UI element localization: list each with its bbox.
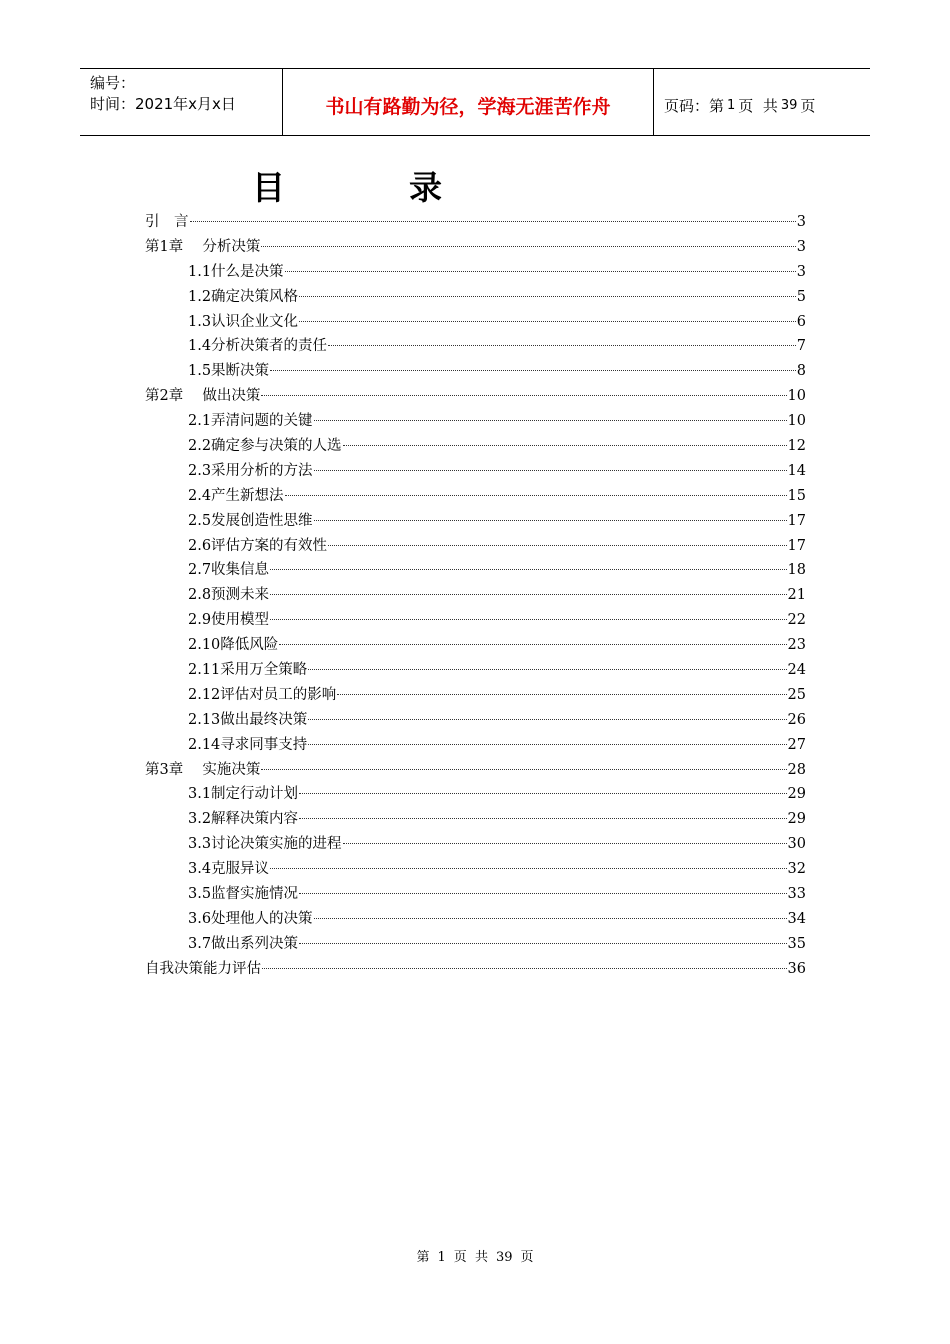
toc-entry-label: 1.3认识企业文化 xyxy=(188,313,299,330)
toc-entry-page: 25 xyxy=(787,686,806,703)
header-page-info xyxy=(654,69,870,135)
toc-leader-dots xyxy=(328,345,796,346)
toc-entry-page: 18 xyxy=(787,562,806,579)
toc-leader-dots xyxy=(308,669,786,670)
toc-entry-page: 34 xyxy=(787,910,806,927)
toc-entry-label: 1.5果断决策 xyxy=(188,363,270,380)
toc-entry-page: 10 xyxy=(787,413,806,430)
header-motto-cell xyxy=(282,69,654,135)
page-prefix: 页码：第 xyxy=(664,96,725,115)
toc-entry[interactable] xyxy=(145,509,806,534)
toc-entry-label: 第1章 分析决策 xyxy=(145,238,261,255)
toc-entry-label: 3.7做出系列决策 xyxy=(188,935,299,952)
footer-current: 1 xyxy=(437,1250,446,1265)
toc-entry[interactable] xyxy=(145,633,806,658)
toc-entry-label: 3.4克服异议 xyxy=(188,861,270,878)
toc-leader-dots xyxy=(343,445,787,446)
toc-entry-label: 2.9使用模型 xyxy=(188,612,270,629)
toc-title-right: 录 xyxy=(409,167,442,207)
toc-entry-page: 17 xyxy=(787,512,806,529)
toc-entry-page: 5 xyxy=(796,288,806,305)
toc-entry[interactable] xyxy=(145,558,806,583)
toc-entry-label: 2.7收集信息 xyxy=(188,562,270,579)
toc-entry[interactable] xyxy=(145,210,806,235)
toc-entry[interactable] xyxy=(145,459,806,484)
toc-entry-label: 2.1弄清问题的关键 xyxy=(188,413,313,430)
toc-entry[interactable] xyxy=(145,782,806,807)
toc-entry[interactable] xyxy=(145,285,806,310)
toc-leader-dots xyxy=(308,719,786,720)
toc-leader-dots xyxy=(261,769,786,770)
footer-prefix: 第 xyxy=(416,1250,430,1265)
toc-leader-dots xyxy=(314,470,787,471)
page-header xyxy=(80,68,870,136)
toc-entry-label: 2.3采用分析的方法 xyxy=(188,462,313,479)
footer-mid: 页 共 xyxy=(453,1250,488,1265)
toc-entry-page: 22 xyxy=(787,612,806,629)
toc-entry-label: 3.1制定行动计划 xyxy=(188,786,299,803)
toc-entry[interactable] xyxy=(145,957,806,982)
toc-entry-page: 17 xyxy=(787,537,806,554)
toc-entry[interactable] xyxy=(145,409,806,434)
toc-entry-label: 2.5发展创造性思维 xyxy=(188,512,313,529)
toc-leader-dots xyxy=(314,420,787,421)
toc-entry-label: 2.14寻求同事支持 xyxy=(188,736,308,753)
toc-leader-dots xyxy=(299,943,786,944)
toc-entry-label: 第2章 做出决策 xyxy=(145,388,261,405)
toc-entry-page: 26 xyxy=(787,711,806,728)
toc-entry[interactable] xyxy=(145,857,806,882)
number-label: 编号： xyxy=(90,74,136,92)
toc-entry-page: 30 xyxy=(787,836,806,853)
toc-entry-page: 29 xyxy=(787,786,806,803)
page-suffix: 页 xyxy=(800,96,816,115)
toc-entry-page: 21 xyxy=(787,587,806,604)
toc-entry[interactable] xyxy=(145,484,806,509)
header-meta xyxy=(80,69,282,135)
toc-entry[interactable] xyxy=(145,658,806,683)
toc-entry-label: 3.3讨论决策实施的进程 xyxy=(188,836,342,853)
toc-entry-label: 3.2解释决策内容 xyxy=(188,811,299,828)
toc-entry-page: 24 xyxy=(787,662,806,679)
toc-leader-dots xyxy=(337,694,786,695)
toc-leader-dots xyxy=(262,968,787,969)
page-current: 1 xyxy=(727,97,736,113)
toc-leader-dots xyxy=(314,918,787,919)
page-mid: 页 共 xyxy=(738,96,778,115)
toc-entry-page: 36 xyxy=(787,960,806,977)
toc-leader-dots xyxy=(314,520,787,521)
toc-title-left: 目 xyxy=(252,167,285,207)
page-footer xyxy=(0,1246,950,1265)
toc-entry-page: 28 xyxy=(787,761,806,778)
toc-title xyxy=(252,160,442,210)
toc-leader-dots xyxy=(270,370,796,371)
toc-entry[interactable] xyxy=(145,882,806,907)
toc-entry-label: 1.2确定决策风格 xyxy=(188,288,299,305)
header-motto: 书山有路勤为径，学海无涯苦作舟 xyxy=(325,95,611,118)
toc-leader-dots xyxy=(285,271,796,272)
toc-entry-label: 2.12评估对员工的影响 xyxy=(188,686,337,703)
toc-entry[interactable] xyxy=(145,434,806,459)
toc-entry-page: 23 xyxy=(787,637,806,654)
toc-entry-label: 1.1什么是决策 xyxy=(188,263,284,280)
toc-leader-dots xyxy=(299,818,786,819)
toc-leader-dots xyxy=(343,843,787,844)
toc-entry-label: 第3章 实施决策 xyxy=(145,761,261,778)
toc-entry[interactable] xyxy=(145,608,806,633)
toc-leader-dots xyxy=(285,495,787,496)
toc-entry-page: 3 xyxy=(796,263,806,280)
toc-entry[interactable] xyxy=(145,708,806,733)
toc-entry-page: 10 xyxy=(787,388,806,405)
toc-entry-label: 自我决策能力评估 xyxy=(145,960,261,977)
toc-entry-page: 8 xyxy=(796,363,806,380)
toc-entry[interactable] xyxy=(145,733,806,758)
toc-entry-page: 35 xyxy=(787,935,806,952)
toc-entry-page: 6 xyxy=(796,313,806,330)
toc-leader-dots xyxy=(299,893,786,894)
toc-entry-label: 3.6处理他人的决策 xyxy=(188,910,313,927)
time-label: 时间：2021年x月x日 xyxy=(90,95,236,113)
toc-entry[interactable] xyxy=(145,683,806,708)
toc-entry[interactable] xyxy=(145,534,806,559)
toc-leader-dots xyxy=(270,868,786,869)
toc-leader-dots xyxy=(270,619,786,620)
toc-entry-label: 2.4产生新想法 xyxy=(188,487,284,504)
page-total: 39 xyxy=(780,97,798,113)
toc-leader-dots xyxy=(299,296,796,297)
toc-leader-dots xyxy=(261,246,795,247)
toc-entry[interactable] xyxy=(145,907,806,932)
toc-leader-dots xyxy=(279,644,786,645)
toc-entry-page: 7 xyxy=(796,338,806,355)
toc-entry-page: 14 xyxy=(787,462,806,479)
toc-entry-label: 2.11采用万全策略 xyxy=(188,662,308,679)
toc-entry[interactable] xyxy=(145,310,806,335)
toc-leader-dots xyxy=(299,321,796,322)
toc-entry[interactable] xyxy=(145,807,806,832)
toc-entry-label: 2.13做出最终决策 xyxy=(188,711,308,728)
toc-entry-page: 15 xyxy=(787,487,806,504)
toc-entry-page: 32 xyxy=(787,861,806,878)
toc-entry[interactable] xyxy=(145,932,806,957)
toc-entry-page: 12 xyxy=(787,438,806,455)
toc-entry[interactable] xyxy=(145,758,806,783)
toc-entry-page: 33 xyxy=(787,886,806,903)
toc-entry-label: 1.4分析决策者的责任 xyxy=(188,338,328,355)
toc-entry[interactable] xyxy=(145,583,806,608)
toc-entry[interactable] xyxy=(145,260,806,285)
table-of-contents xyxy=(145,210,806,982)
toc-entry-label: 引 言 xyxy=(145,214,189,230)
toc-leader-dots xyxy=(190,221,796,222)
toc-entry[interactable] xyxy=(145,832,806,857)
toc-entry-page: 29 xyxy=(787,811,806,828)
toc-entry-label: 2.8预测未来 xyxy=(188,587,270,604)
toc-leader-dots xyxy=(270,594,786,595)
toc-entry[interactable] xyxy=(145,235,806,260)
toc-entry-label: 2.6评估方案的有效性 xyxy=(188,537,328,554)
toc-entry-page: 3 xyxy=(796,214,806,230)
toc-leader-dots xyxy=(261,395,786,396)
toc-entry[interactable] xyxy=(145,359,806,384)
toc-leader-dots xyxy=(308,744,786,745)
toc-entry-label: 2.2确定参与决策的人选 xyxy=(188,438,342,455)
toc-entry-page: 3 xyxy=(796,238,806,255)
toc-leader-dots xyxy=(328,545,786,546)
toc-entry-label: 3.5监督实施情况 xyxy=(188,886,299,903)
toc-entry-label: 2.10降低风险 xyxy=(188,637,279,654)
toc-entry-page: 27 xyxy=(787,736,806,753)
footer-suffix: 页 xyxy=(520,1250,534,1265)
toc-entry[interactable] xyxy=(145,384,806,409)
footer-total: 39 xyxy=(496,1250,513,1265)
toc-leader-dots xyxy=(299,793,786,794)
toc-leader-dots xyxy=(270,569,786,570)
toc-entry[interactable] xyxy=(145,334,806,359)
